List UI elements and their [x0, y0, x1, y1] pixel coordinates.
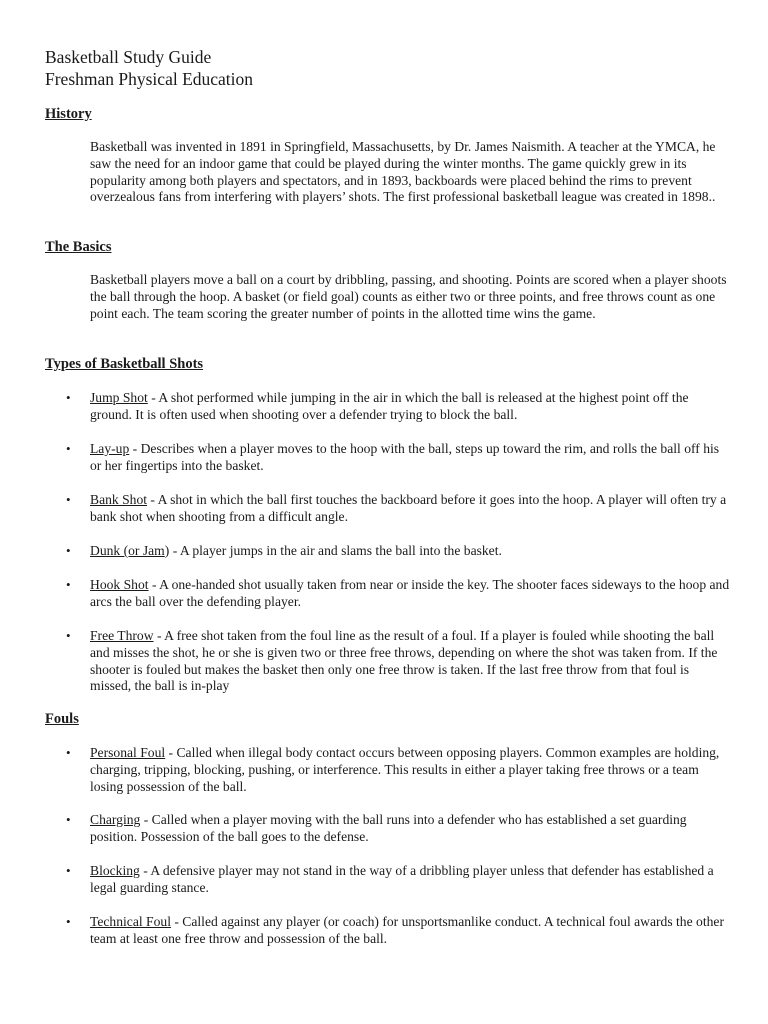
bullet-icon: •	[66, 390, 71, 405]
shot-term: Free Throw	[90, 628, 154, 643]
bullet-icon: •	[66, 812, 71, 827]
history-heading: History	[45, 106, 92, 122]
foul-description: - Called against any player (or coach) for unsportsmanlike conduct. A technical foul awards the other team at least one free throw and possession of the ball.	[90, 914, 724, 946]
bullet-icon: •	[66, 441, 71, 456]
shot-description: - A shot in which the ball first touches the backboard before it goes into the hoop. A player will often try a bank shot when shooting from a difficult angle.	[90, 492, 727, 524]
shot-term: Hook Shot	[90, 577, 149, 592]
title-line-1: Basketball Study Guide	[45, 47, 212, 67]
shot-description: - Describes when a player moves to the hoop with the ball, steps up toward the rim, and rolls the ball off his or her fingertips into the basket.	[90, 441, 720, 473]
foul-term: Personal Foul	[90, 745, 166, 760]
bullet-icon: •	[66, 492, 71, 507]
bullet-icon: •	[66, 577, 71, 592]
foul-description: - Called when illegal body contact occurs between opposing players. Common examples are holding, charging, tripping, blocking, pushing, or interference. This results in either a player taking free throws or a team losing possession of the ball.	[90, 745, 720, 794]
foul-description: - Called when a player moving with the ball runs into a defender who has established a set guarding position. Possession of the ball goes to the defense.	[90, 812, 687, 844]
bullet-icon: •	[66, 914, 71, 929]
basics-paragraph: Basketball players move a ball on a court by dribbling, passing, and shooting. Points are scored when a player shoots the ball through the hoop. A basket (or field goal) counts as either two or three points, and free throws count as one point each. The team scoring the greater number of points in the allotted time wins the game.	[90, 272, 727, 321]
bullet-icon: •	[66, 628, 71, 643]
fouls-heading: Fouls	[45, 711, 79, 727]
title-line-2: Freshman Physical Education	[45, 69, 254, 89]
foul-term: Charging	[90, 812, 141, 827]
document-title	[45, 46, 253, 90]
shot-term: Bank Shot	[90, 492, 148, 507]
foul-term: Blocking	[90, 863, 140, 878]
shot-term: Jump Shot	[90, 390, 148, 405]
bullet-icon: •	[66, 863, 71, 878]
shot-description: ) - A player jumps in the air and slams the ball into the basket.	[164, 543, 502, 558]
shot-term: Lay-up	[90, 441, 130, 456]
shot-term: Dunk (or Jam	[90, 543, 165, 558]
shot-description: - A shot performed while jumping in the air in which the ball is released at the highest point off the ground. It is often used when shooting over a defender trying to block the ball.	[90, 390, 689, 422]
bullet-icon: •	[66, 543, 71, 558]
shot-description: - A one-handed shot usually taken from near or inside the key. The shooter faces sideways to the hoop and arcs the ball over the defending player.	[90, 577, 730, 609]
bullet-icon: •	[66, 745, 71, 760]
basics-heading: The Basics	[45, 239, 112, 255]
foul-term: Technical Foul	[90, 914, 171, 929]
shot-description: - A free shot taken from the foul line as the result of a foul. If a player is fouled while shooting the ball and misses the shot, he or she is given two or three free throws, depending on where the shot was taken from. If the shooter is fouled but makes the basket then only one free throw is taken. If the last free throw from that foul is missed, the ball is in-play	[90, 628, 718, 694]
shots-heading: Types of Basketball Shots	[45, 356, 204, 372]
foul-description: - A defensive player may not stand in the way of a dribbling player unless that defender has established a legal guarding stance.	[90, 863, 714, 895]
history-paragraph: Basketball was invented in 1891 in Springfield, Massachusetts, by Dr. James Naismith. A teacher at the YMCA, he saw the need for an indoor game that could be played during the winter months. The game quickly grew in its popularity among both players and spectators, and in 1893, backboards were placed behind the rims to prevent overzealous fans from interfering with players’ shots. The first professional basketball league was created in 1898..	[90, 139, 716, 205]
